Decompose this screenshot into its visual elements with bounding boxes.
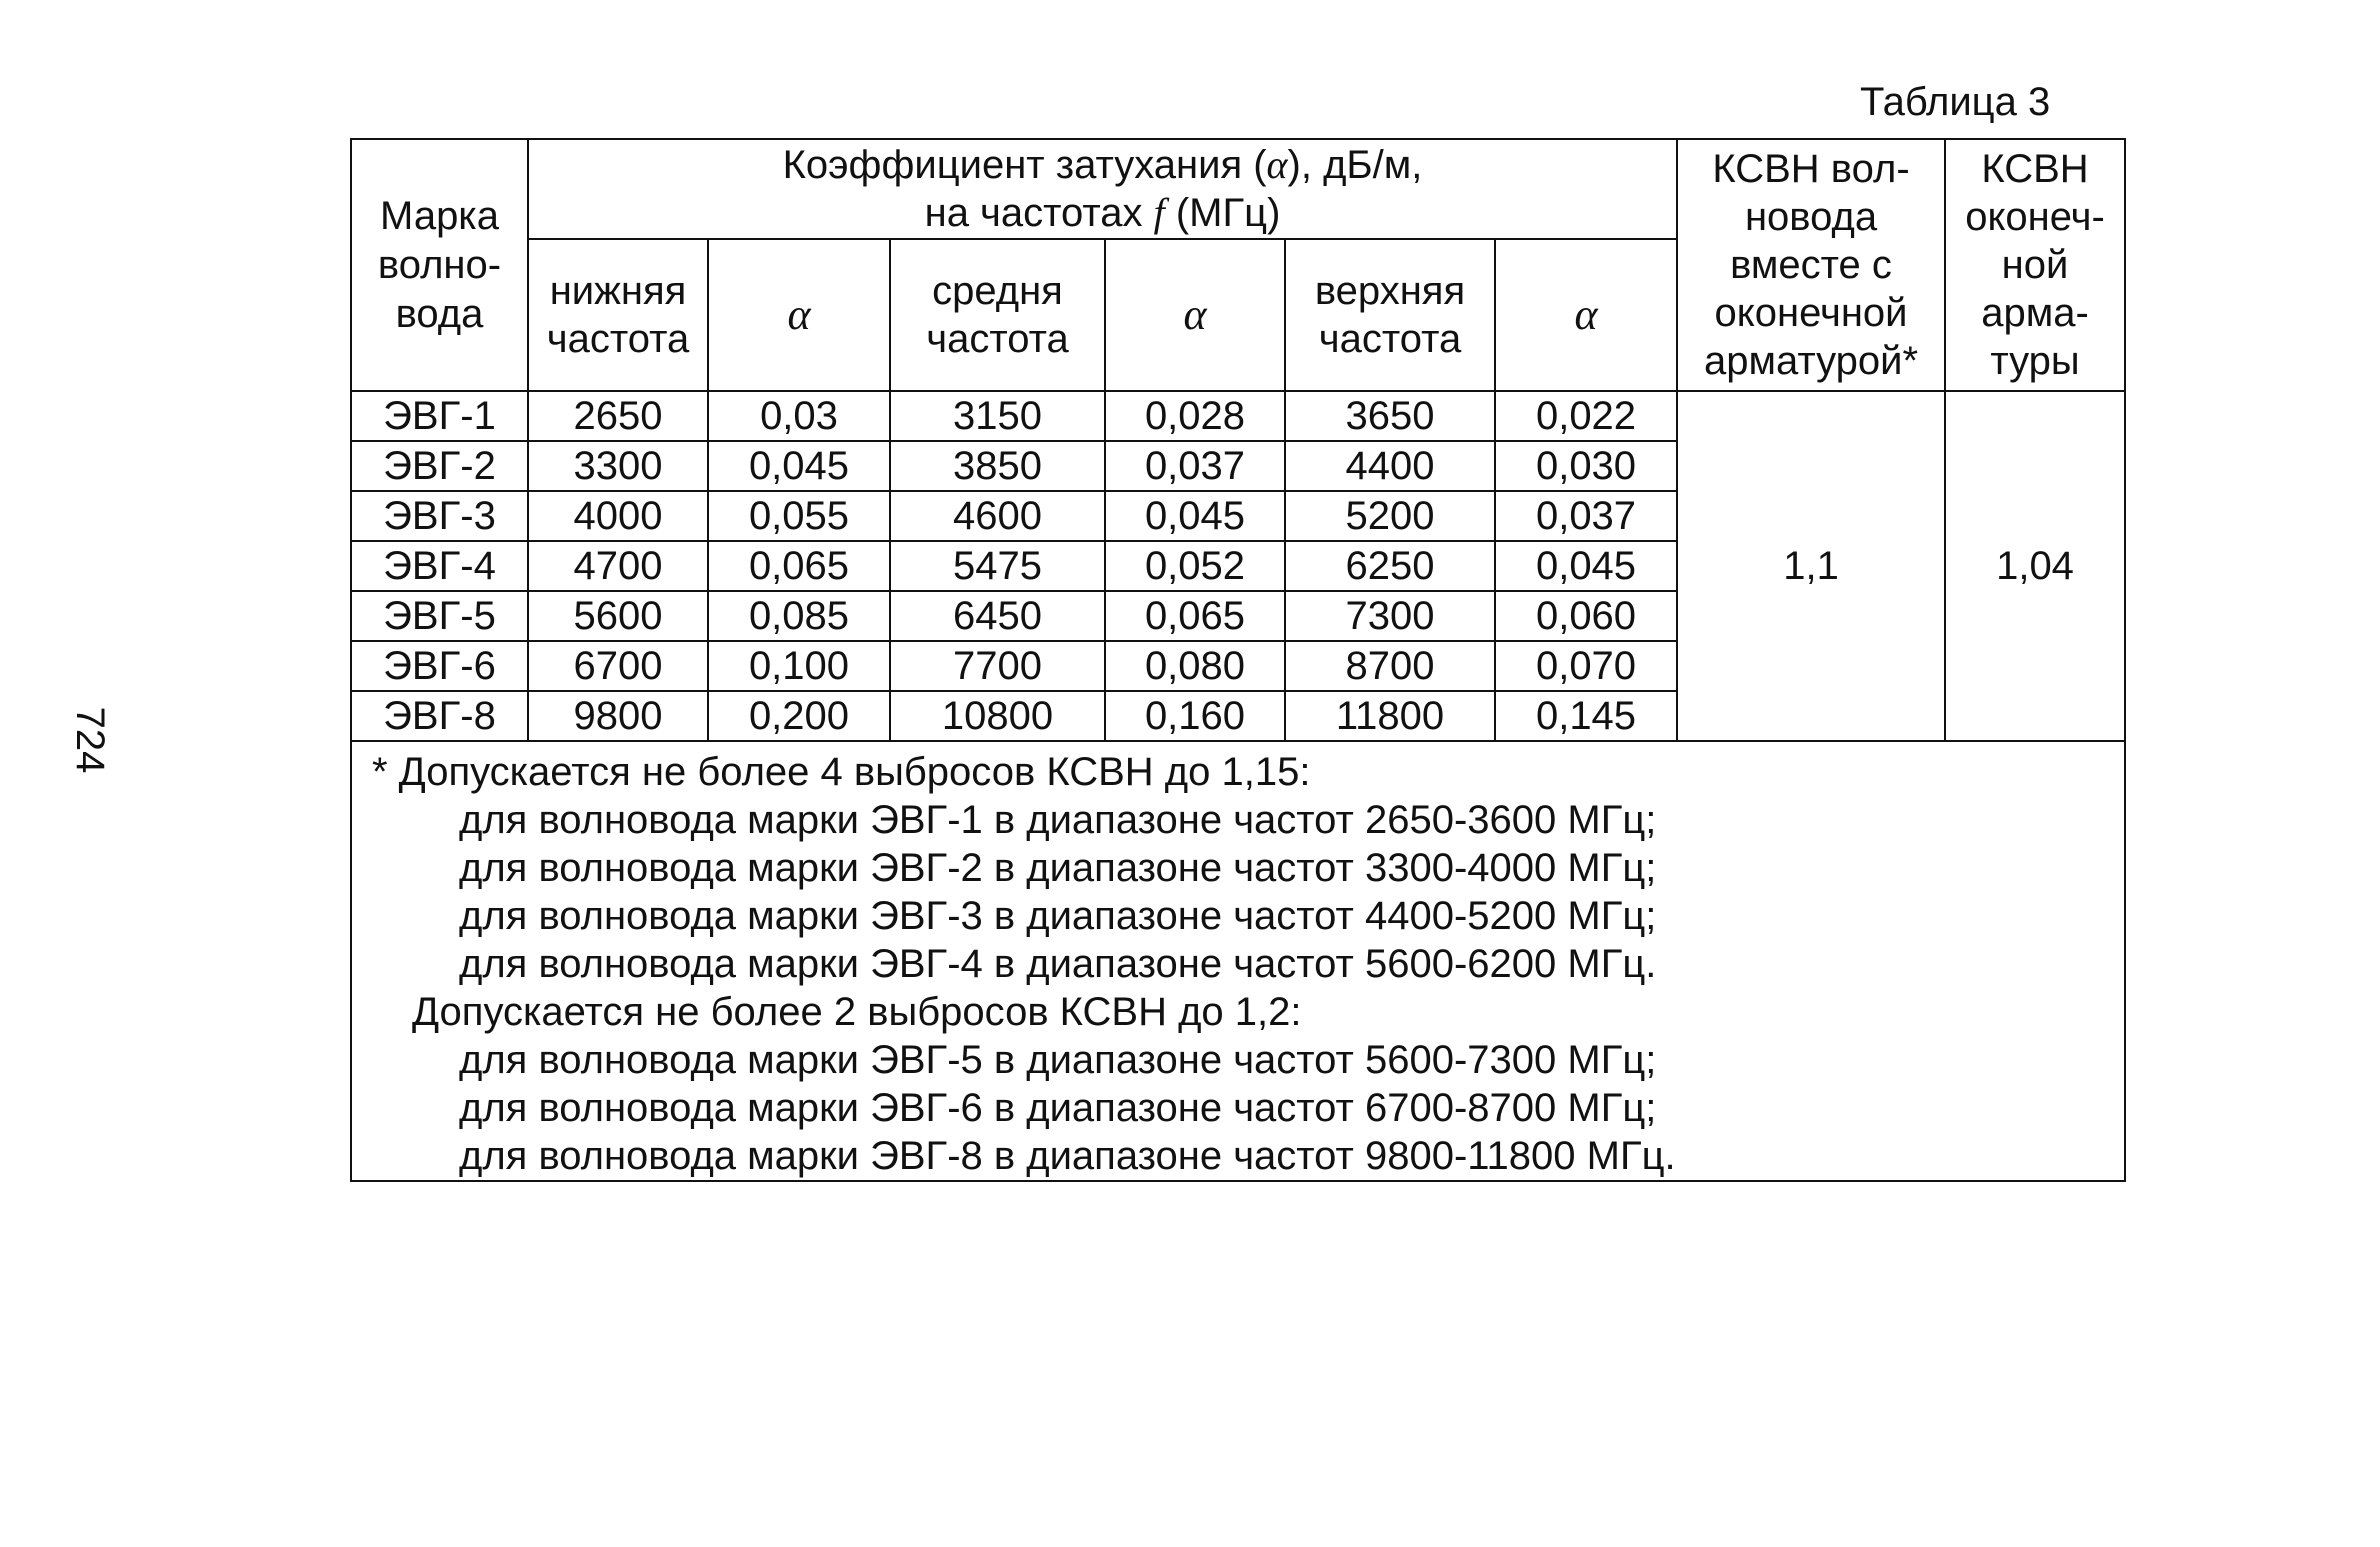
alpha-low-header: α (708, 239, 890, 391)
f-low-cell: 3300 (528, 441, 708, 491)
note-line: для волновода марки ЭВГ-3 в диапазоне частот 4400-5200 МГц; (459, 894, 1657, 938)
a-mid-cell: 0,052 (1105, 541, 1285, 591)
f-low-cell: 5600 (528, 591, 708, 641)
a-high-cell: 0,022 (1495, 391, 1677, 441)
attenuation-table (350, 138, 2126, 1182)
mark-header-cell (351, 139, 528, 391)
f-high-cell: 4400 (1285, 441, 1495, 491)
f-mid-cell: 3850 (890, 441, 1105, 491)
f-low-cell: 2650 (528, 391, 708, 441)
attenuation-header-line2: на частотах f (МГц) (924, 190, 1281, 235)
a-mid-cell: 0,028 (1105, 391, 1285, 441)
high-frequency-header: верхняя частота (1285, 239, 1495, 391)
a-low-cell: 0,065 (708, 541, 890, 591)
alpha-high-header: α (1495, 239, 1677, 391)
vswr-with-termination-header (1677, 139, 1945, 391)
vswr-termination-value: 1,04 (1945, 391, 2125, 741)
f-high-cell: 6250 (1285, 541, 1495, 591)
vswr-termination-label: КСВН оконеч- ной арма- туры (1965, 147, 2105, 383)
a-low-cell: 0,200 (708, 691, 890, 741)
a-low-cell: 0,045 (708, 441, 890, 491)
vswr-with-termination-value: 1,1 (1677, 391, 1945, 741)
mark-cell: ЭВГ-8 (351, 691, 528, 741)
f-mid-cell: 6450 (890, 591, 1105, 641)
vswr-termination-header (1945, 139, 2125, 391)
note-line: для волновода марки ЭВГ-8 в диапазоне частот 9800-11800 МГц. (459, 1134, 1676, 1178)
a-high-cell: 0,060 (1495, 591, 1677, 641)
f-mid-cell: 10800 (890, 691, 1105, 741)
f-high-cell: 7300 (1285, 591, 1495, 641)
notes-row (351, 741, 2125, 1181)
mark-cell: ЭВГ-5 (351, 591, 528, 641)
a-low-cell: 0,085 (708, 591, 890, 641)
mark-cell: ЭВГ-2 (351, 441, 528, 491)
note-line: для волновода марки ЭВГ-6 в диапазоне частот 6700-8700 МГц; (459, 1086, 1657, 1130)
a-mid-cell: 0,045 (1105, 491, 1285, 541)
mark-cell: ЭВГ-3 (351, 491, 528, 541)
a-mid-cell: 0,160 (1105, 691, 1285, 741)
a-high-cell: 0,037 (1495, 491, 1677, 541)
f-mid-cell: 4600 (890, 491, 1105, 541)
f-mid-cell: 7700 (890, 641, 1105, 691)
table-row (351, 391, 2125, 441)
a-low-cell: 0,055 (708, 491, 890, 541)
mid-frequency-header: средня частота (890, 239, 1105, 391)
a-mid-cell: 0,065 (1105, 591, 1285, 641)
note-line: для волновода марки ЭВГ-4 в диапазоне частот 5600-6200 МГц. (459, 942, 1657, 986)
a-mid-cell: 0,080 (1105, 641, 1285, 691)
note-line: для волновода марки ЭВГ-2 в диапазоне частот 3300-4000 МГц; (459, 846, 1657, 890)
note-line: Допускается не более 2 выбросов КСВН до 1,2: (412, 990, 1302, 1034)
vswr-with-termination-label: КСВН вол- новода вместе с оконечной арматурой* (1703, 147, 1919, 383)
mark-cell: ЭВГ-1 (351, 391, 528, 441)
f-mid-cell: 3150 (890, 391, 1105, 441)
mark-header-label: Марка волно- вода (377, 193, 502, 336)
mark-cell: ЭВГ-6 (351, 641, 528, 691)
note-line: для волновода марки ЭВГ-1 в диапазоне частот 2650-3600 МГц; (459, 798, 1657, 842)
f-mid-cell: 5475 (890, 541, 1105, 591)
a-low-cell: 0,03 (708, 391, 890, 441)
a-high-cell: 0,030 (1495, 441, 1677, 491)
f-high-cell: 8700 (1285, 641, 1495, 691)
f-high-cell: 3650 (1285, 391, 1495, 441)
attenuation-header-cell (528, 139, 1677, 239)
a-high-cell: 0,045 (1495, 541, 1677, 591)
table-caption: Таблица 3 (1860, 80, 2051, 124)
alpha-mid-header: α (1105, 239, 1285, 391)
f-low-cell: 4700 (528, 541, 708, 591)
notes-cell (351, 741, 2125, 1181)
a-high-cell: 0,145 (1495, 691, 1677, 741)
a-high-cell: 0,070 (1495, 641, 1677, 691)
f-high-cell: 5200 (1285, 491, 1495, 541)
a-mid-cell: 0,037 (1105, 441, 1285, 491)
f-low-cell: 4000 (528, 491, 708, 541)
note-line: * Допускается не более 4 выбросов КСВН до 1,15: (372, 750, 1311, 794)
low-frequency-header: нижняя частота (528, 239, 708, 391)
header-row-1 (351, 139, 2125, 239)
page-number: 724 (68, 706, 112, 774)
attenuation-header-line1: Коэффициент затухания (α), дБ/м, (782, 142, 1423, 187)
f-high-cell: 11800 (1285, 691, 1495, 741)
mark-cell: ЭВГ-4 (351, 541, 528, 591)
f-low-cell: 9800 (528, 691, 708, 741)
note-line: для волновода марки ЭВГ-5 в диапазоне частот 5600-7300 МГц; (459, 1038, 1657, 1082)
a-low-cell: 0,100 (708, 641, 890, 691)
f-low-cell: 6700 (528, 641, 708, 691)
